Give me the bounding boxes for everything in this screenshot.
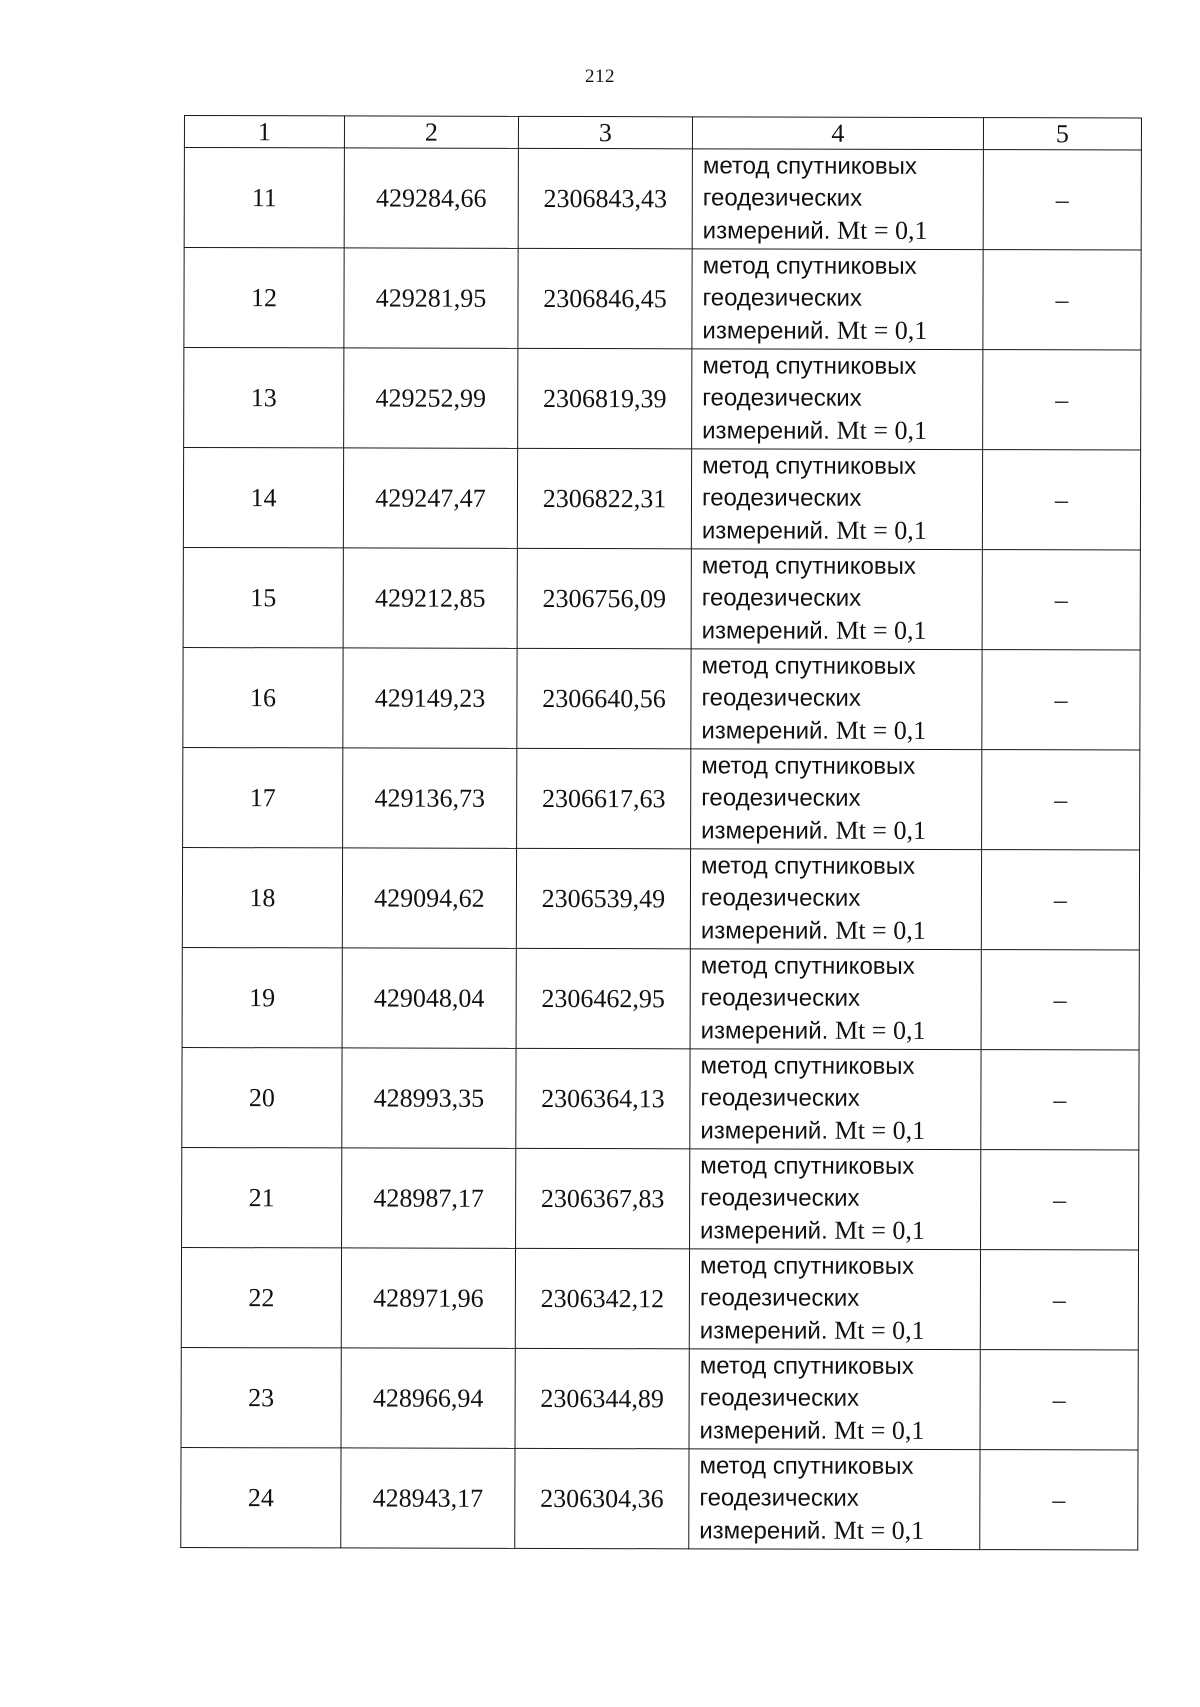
method-measurements-text: измерений.: [701, 617, 837, 645]
method-measurements-text: измерений.: [701, 517, 837, 545]
y-coordinate-cell: 2306617,63: [517, 748, 691, 848]
table-row: [184, 148, 1141, 251]
method-line-3: [699, 1514, 979, 1548]
method-line-1: метод спутниковых: [700, 1052, 915, 1080]
table-row: [183, 448, 1140, 551]
note-cell: –: [982, 750, 1140, 850]
method-line-2: геодезических: [701, 784, 861, 812]
note-cell: –: [982, 550, 1140, 650]
method-measurements-text: измерений.: [700, 1017, 835, 1045]
method-line-2: геодезических: [702, 384, 862, 412]
accuracy-value: Mt = 0,1: [833, 1515, 925, 1545]
method-line-1: метод спутниковых: [701, 552, 916, 580]
y-coordinate-cell: 2306843,43: [518, 148, 692, 248]
accuracy-value: Mt = 0,1: [836, 315, 928, 345]
method-cell: [689, 1349, 980, 1450]
method-line-1: метод спутниковых: [702, 152, 917, 180]
method-line-3: [701, 914, 981, 948]
method-line-1: метод спутниковых: [699, 1452, 914, 1480]
accuracy-value: Mt = 0,1: [834, 1315, 925, 1345]
table-body: [181, 148, 1142, 1551]
note-cell: –: [983, 150, 1141, 250]
x-coordinate-cell: 429149,23: [343, 648, 517, 748]
method-line-1: метод спутниковых: [701, 652, 916, 680]
method-measurements-text: измерений.: [699, 1517, 834, 1545]
method-line-1: метод спутниковых: [699, 1352, 914, 1380]
point-number-cell: 13: [184, 348, 344, 448]
x-coordinate-cell: 429247,47: [343, 448, 517, 548]
x-coordinate-cell: 428966,94: [341, 1348, 515, 1448]
x-coordinate-cell: 429048,04: [342, 948, 516, 1048]
point-number-cell: 22: [181, 1247, 341, 1347]
x-coordinate-cell: 429136,73: [343, 748, 517, 848]
coordinates-table: [180, 115, 1142, 1551]
method-line-2: геодезических: [700, 984, 861, 1012]
method-measurements-text: измерений.: [701, 817, 836, 845]
y-coordinate-cell: 2306364,13: [516, 1048, 690, 1148]
note-cell: –: [980, 1450, 1138, 1550]
point-number-cell: 21: [182, 1147, 342, 1247]
note-cell: –: [983, 250, 1141, 350]
page-number: 212: [585, 66, 615, 87]
point-number-cell: 19: [182, 947, 342, 1047]
table-row: [182, 1047, 1139, 1150]
point-number-cell: 14: [183, 448, 343, 548]
y-coordinate-cell: 2306539,49: [516, 848, 690, 948]
method-measurements-text: измерений.: [700, 1117, 835, 1145]
x-coordinate-cell: 428971,96: [341, 1248, 515, 1348]
x-coordinate-cell: 429094,62: [342, 848, 516, 948]
method-line-3: [702, 414, 982, 448]
table-row: [183, 547, 1140, 650]
note-cell: –: [980, 1350, 1138, 1450]
method-line-3: [700, 1114, 980, 1148]
method-measurements-text: измерений.: [702, 417, 837, 445]
method-measurements-text: измерений.: [699, 1317, 835, 1345]
method-cell: [690, 949, 981, 1050]
table-row: [183, 747, 1140, 850]
method-line-1: метод спутниковых: [702, 452, 917, 480]
accuracy-value: Mt = 0,1: [837, 215, 928, 245]
x-coordinate-cell: 428993,35: [342, 1048, 516, 1148]
method-line-1: метод спутниковых: [701, 752, 916, 780]
method-line-2: геодезических: [699, 1484, 859, 1512]
x-coordinate-cell: 428943,17: [341, 1448, 515, 1548]
accuracy-value: Mt = 0,1: [835, 715, 927, 745]
accuracy-value: Mt = 0,1: [836, 415, 928, 445]
accuracy-value: Mt = 0,1: [835, 815, 927, 845]
y-coordinate-cell: 2306342,12: [515, 1248, 689, 1348]
method-cell: [691, 549, 982, 650]
x-coordinate-cell: 429284,66: [344, 148, 518, 248]
method-cell: [692, 149, 983, 250]
column-header-3: 3: [518, 116, 692, 148]
table-row: [181, 1247, 1138, 1350]
method-line-2: геодезических: [701, 484, 862, 512]
method-line-1: метод спутниковых: [702, 252, 917, 280]
point-number-cell: 20: [182, 1047, 342, 1147]
method-cell: [692, 349, 983, 450]
method-cell: [690, 1149, 981, 1250]
note-cell: –: [980, 1250, 1138, 1350]
accuracy-value: Mt = 0,1: [834, 1215, 925, 1245]
point-number-cell: 23: [181, 1347, 341, 1447]
y-coordinate-cell: 2306822,31: [517, 448, 691, 548]
method-line-1: метод спутниковых: [702, 352, 917, 380]
method-line-3: [703, 214, 983, 248]
method-line-3: [701, 1014, 981, 1048]
accuracy-value: Mt = 0,1: [836, 515, 927, 545]
note-cell: –: [982, 450, 1140, 550]
point-number-cell: 16: [183, 647, 343, 747]
y-coordinate-cell: 2306367,83: [516, 1148, 690, 1248]
table-row: [183, 647, 1140, 750]
accuracy-value: Mt = 0,1: [835, 615, 927, 645]
note-cell: –: [981, 1050, 1139, 1150]
note-cell: –: [981, 850, 1139, 950]
method-cell: [690, 1049, 981, 1150]
y-coordinate-cell: 2306819,39: [518, 348, 692, 448]
method-cell: [689, 1249, 980, 1350]
method-line-2: геодезических: [702, 184, 863, 212]
table-row: [184, 348, 1141, 451]
method-line-3: [702, 314, 982, 348]
table-row: [182, 1147, 1139, 1250]
note-cell: –: [982, 650, 1140, 750]
method-line-1: метод спутниковых: [700, 1152, 915, 1180]
accuracy-value: Mt = 0,1: [835, 915, 926, 945]
method-measurements-text: измерений.: [701, 717, 836, 745]
table-row: [182, 847, 1139, 950]
table-row: [181, 1347, 1138, 1450]
method-measurements-text: измерений.: [699, 1417, 834, 1445]
column-header-4: 4: [692, 117, 983, 150]
method-line-3: [700, 1214, 980, 1248]
method-line-2: геодезических: [700, 884, 861, 912]
y-coordinate-cell: 2306462,95: [516, 948, 690, 1048]
point-number-cell: 15: [183, 547, 343, 647]
column-header-2: 2: [344, 116, 518, 148]
method-line-3: [702, 514, 982, 548]
x-coordinate-cell: 429281,95: [344, 248, 518, 348]
method-line-1: метод спутниковых: [699, 1252, 915, 1280]
method-measurements-text: измерений.: [702, 217, 838, 245]
point-number-cell: 12: [184, 248, 344, 348]
method-line-3: [700, 1414, 980, 1448]
column-header-5: 5: [983, 118, 1141, 150]
method-line-1: метод спутниковых: [701, 852, 916, 880]
method-cell: [691, 749, 982, 850]
method-line-2: геодезических: [701, 584, 862, 612]
accuracy-value: Mt = 0,1: [834, 1115, 926, 1145]
method-line-1: метод спутниковых: [700, 952, 915, 980]
x-coordinate-cell: 429252,99: [344, 348, 518, 448]
y-coordinate-cell: 2306756,09: [517, 548, 691, 648]
method-line-2: геодезических: [701, 684, 861, 712]
method-measurements-text: измерений.: [700, 1217, 835, 1245]
method-line-2: геодезических: [699, 1284, 860, 1312]
point-number-cell: 18: [182, 847, 342, 947]
accuracy-value: Mt = 0,1: [833, 1415, 925, 1445]
point-number-cell: 11: [184, 148, 344, 248]
table-row: [184, 248, 1141, 351]
method-cell: [689, 1449, 980, 1550]
column-header-1: 1: [184, 116, 344, 148]
method-line-2: геодезических: [700, 1084, 860, 1112]
y-coordinate-cell: 2306846,45: [518, 248, 692, 348]
x-coordinate-cell: 428987,17: [342, 1148, 516, 1248]
x-coordinate-cell: 429212,85: [343, 548, 517, 648]
method-measurements-text: измерений.: [700, 917, 836, 945]
method-line-2: геодезических: [700, 1184, 860, 1212]
y-coordinate-cell: 2306640,56: [517, 648, 691, 748]
point-number-cell: 17: [183, 747, 343, 847]
note-cell: –: [983, 350, 1141, 450]
y-coordinate-cell: 2306304,36: [515, 1448, 689, 1548]
method-line-3: [701, 714, 981, 748]
method-line-2: геодезических: [702, 284, 862, 312]
method-measurements-text: измерений.: [702, 317, 837, 345]
table-row: [181, 1447, 1138, 1550]
method-line-2: геодезических: [699, 1384, 860, 1412]
method-line-3: [700, 1314, 980, 1348]
point-number-cell: 24: [181, 1447, 341, 1547]
method-line-3: [701, 814, 981, 848]
table-row: [182, 947, 1139, 1050]
method-cell: [691, 649, 982, 750]
table-header-row: [184, 116, 1141, 151]
method-line-3: [702, 614, 982, 648]
accuracy-value: Mt = 0,1: [834, 1015, 926, 1045]
note-cell: –: [981, 1150, 1139, 1250]
note-cell: –: [981, 950, 1139, 1050]
method-cell: [692, 249, 983, 350]
method-cell: [690, 849, 981, 950]
method-cell: [691, 449, 982, 550]
y-coordinate-cell: 2306344,89: [515, 1348, 689, 1448]
